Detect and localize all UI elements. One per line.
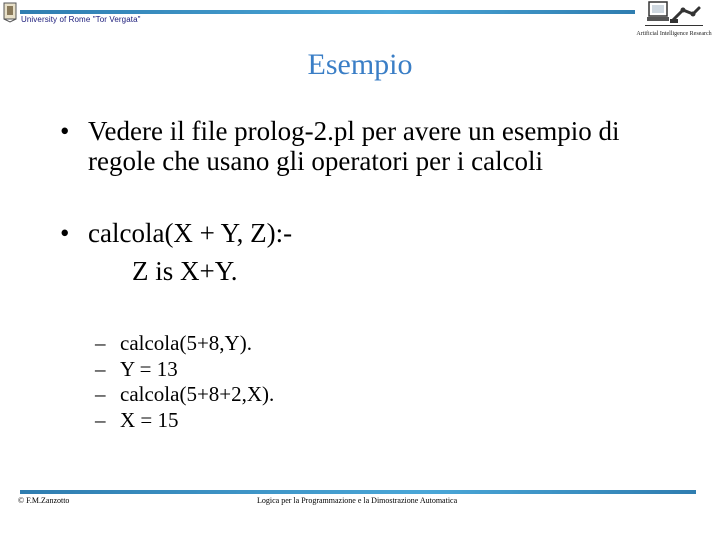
bullet-text-line: Z is X+Y.	[132, 256, 238, 286]
bullet-text-line: Vedere il file prolog-2.pl per avere un esempio di	[88, 116, 620, 146]
bullet-text-line: regole che usano gli operatori per i calcoli	[88, 146, 544, 176]
bullet-marker: •	[60, 116, 70, 146]
top-rule	[20, 10, 635, 14]
footer-copyright: © F.M.Zanzotto	[18, 496, 70, 505]
logo-caption: Artificial Intelligence Research	[636, 31, 712, 37]
list-item-text: Y = 13	[120, 356, 178, 381]
bottom-rule	[20, 490, 696, 494]
list-item-text: calcola(5+8+2,X).	[120, 382, 275, 406]
dash-marker: –	[95, 356, 106, 381]
list-item-text: calcola(5+8,Y).	[120, 331, 252, 355]
dash-marker: –	[95, 407, 106, 432]
dash-marker: –	[95, 382, 106, 406]
footer-course-title: Logica per la Programmazione e la Dimostrazione Automatica	[257, 496, 458, 505]
university-name: University of Rome "Tor Vergata"	[21, 15, 141, 24]
bullet-item	[60, 218, 680, 286]
slide-title: Esempio	[307, 48, 413, 81]
dash-marker: –	[95, 331, 106, 355]
bullet-text-line: calcola(X + Y, Z):-	[88, 218, 293, 248]
bullet-item	[60, 116, 680, 176]
ai-research-logo-icon	[636, 0, 712, 40]
list-item-text: X = 15	[120, 407, 179, 432]
university-crest-icon	[3, 2, 17, 22]
bullet-marker: •	[60, 218, 70, 248]
